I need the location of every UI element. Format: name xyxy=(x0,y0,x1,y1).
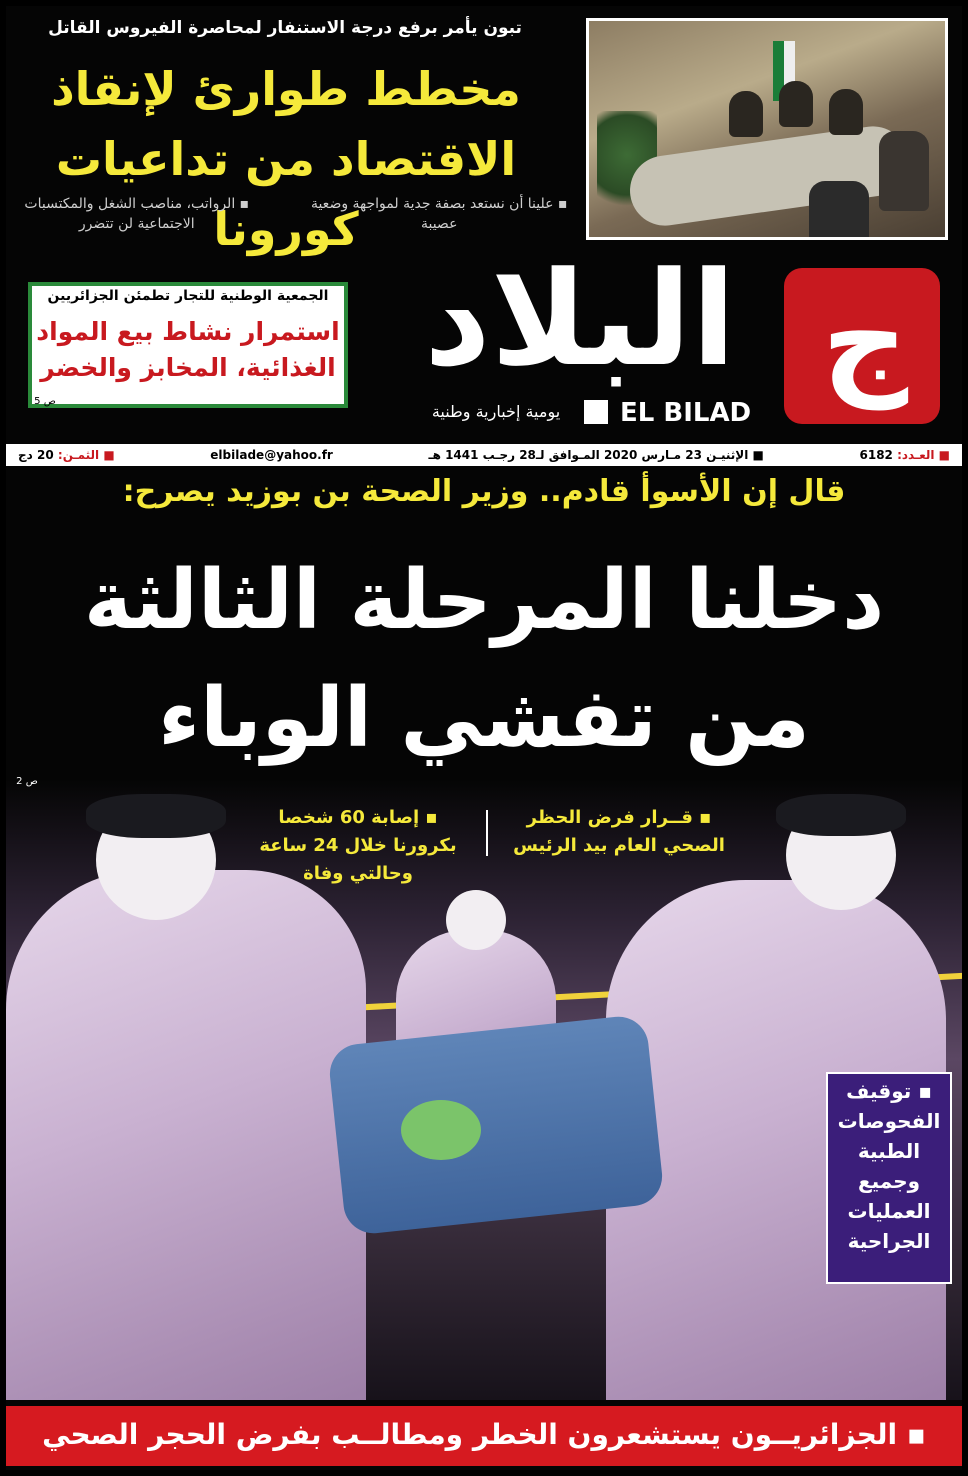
main-headline-line2: من تفشي الوباء xyxy=(158,671,810,766)
top-kicker: تبون يأمر برفع درجة الاستنفار لمحاصرة الفيروس القاتل xyxy=(48,18,522,38)
meeting-photo xyxy=(586,18,948,240)
side-story-kicker: الجمعية الوطنية للتجار تطمئن الجزائريين xyxy=(47,288,329,304)
meeting-table xyxy=(625,122,912,230)
issue-info xyxy=(860,448,951,462)
masthead-title: البلاد xyxy=(424,243,736,395)
patient-head xyxy=(401,1100,481,1160)
quote-left: ▪ إصابة 60 شخصا بكرورنا خلال 24 ساعة وحالتي وفاة xyxy=(259,807,457,884)
person-figure xyxy=(879,131,929,211)
top-bullet-right: ▪ علينا أن نستعد بصفة جدية لمواجهة وضعية عصيبة xyxy=(310,196,568,232)
main-headline-line1: دخلنا المرحلة الثالثة xyxy=(83,553,885,648)
price-value: 20 دج xyxy=(18,448,54,462)
goggles-icon xyxy=(86,794,226,838)
masthead-tagline: يومية إخبارية وطنية xyxy=(431,402,561,421)
patient-on-stretcher xyxy=(327,1014,665,1236)
top-bullets xyxy=(8,194,568,250)
side-story-page-ref: ص 5 xyxy=(34,396,56,407)
issue-date: ■ الإثنيـن 23 مـارس 2020 المـوافق لـ28 رجـب 1441 هـ xyxy=(428,448,764,462)
quote-right: ▪ قــرار فرض الحظر الصحي العام بيد الرئيس xyxy=(513,807,725,856)
price-label: ■ الثمـن: xyxy=(57,448,115,462)
main-photo xyxy=(6,780,962,1400)
contact-email: elbilade@yahoo.fr xyxy=(210,448,333,462)
worker-middle-mask xyxy=(446,890,506,950)
worker-left xyxy=(6,870,366,1400)
person-figure xyxy=(729,91,763,137)
bottom-banner-text: ▪ الجزائريــون يستشعرون الخطر ومطالــب بفرض الحجر الصحي xyxy=(42,1418,926,1451)
person-figure xyxy=(779,81,813,127)
masthead-latin: EL BILAD xyxy=(620,398,752,428)
top-bullet-left: ▪ الرواتب، مناصب الشغل والمكتسبات الاجتماعية لن تتضرر xyxy=(24,196,250,232)
issue-number: 6182 xyxy=(859,448,893,462)
person-figure xyxy=(829,89,863,135)
dateline-bar xyxy=(6,444,962,466)
side-story-headline: استمرار نشاط بيع المواد الغذائية، المخابز والخضر xyxy=(36,317,340,382)
person-figure xyxy=(809,181,869,240)
top-headline-line1: مخطط طوارئ لإنقاذ xyxy=(51,62,521,116)
issue-label: ■ العـدد: xyxy=(897,448,950,462)
main-page-ref: ص 2 xyxy=(16,776,38,787)
quote-divider xyxy=(486,810,488,856)
price-info xyxy=(18,448,115,462)
logo-glyph: ج xyxy=(821,271,909,410)
surgery-notice-text: ▪ توقيف الفحوصات الطبية وجميع العمليات الجراحية xyxy=(837,1079,941,1253)
goggles-icon xyxy=(776,794,906,836)
main-kicker: قال إن الأسوأ قادم.. وزير الصحة بن بوزيد يصرح: xyxy=(122,474,846,509)
square-icon xyxy=(584,400,608,424)
top-headline-line2: الاقتصاد من تداعيات كورونا xyxy=(55,132,517,256)
main-headline xyxy=(20,542,948,778)
